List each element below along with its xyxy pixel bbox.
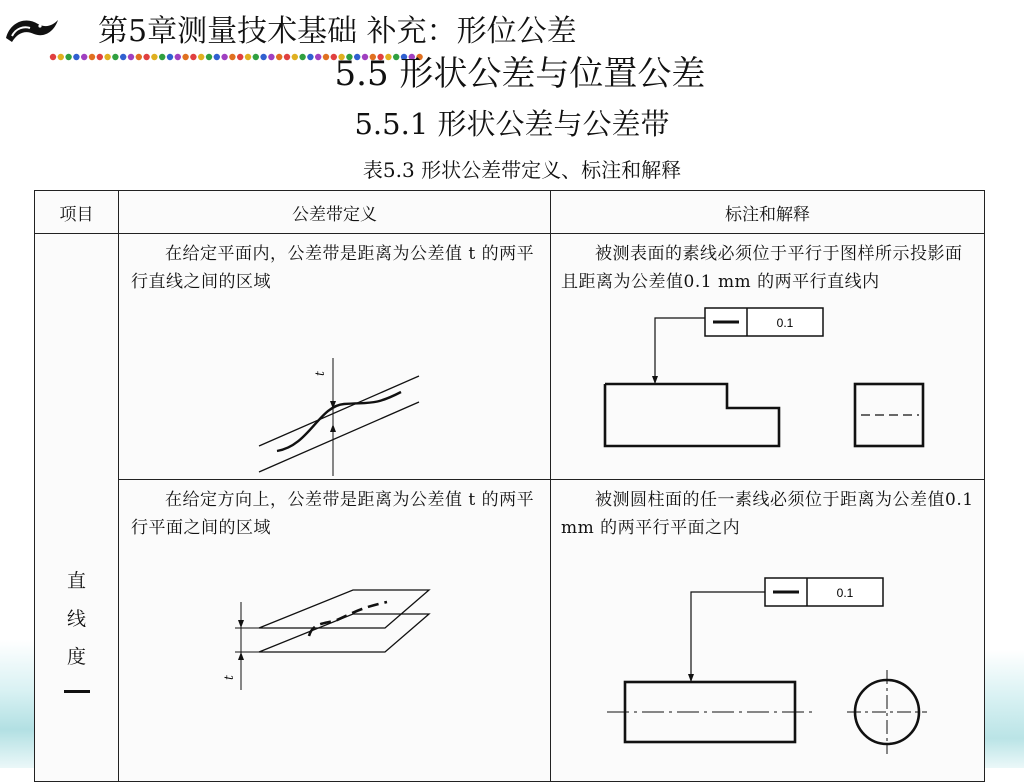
definition-text: 在给定平面内，公差带是距离为公差值 t 的两平行直线之间的区域	[131, 244, 535, 292]
tolerance-frame-value: 0.1	[836, 586, 854, 600]
bird-logo-icon	[0, 8, 62, 52]
header-definition: 公差带定义	[119, 191, 551, 234]
section-title: 5.5 形状公差与位置公差	[334, 54, 706, 94]
parallel-lines-zone-diagram	[119, 296, 549, 476]
annotation-text: 被测表面的素线必须位于平行于图样所示投影面且距离为公差值0.1 mm 的两平行直线内	[561, 244, 963, 292]
annotation-cell	[551, 234, 985, 480]
definition-cell	[119, 480, 551, 782]
annotation-text: 被测圆柱面的任一素线必须位于距离为公差值0.1 mm 的两平行平面之内	[561, 490, 974, 538]
item-char: 线	[66, 608, 86, 630]
item-char: 直	[66, 570, 86, 592]
item-char: 度	[66, 646, 86, 668]
subsection-title: 5.5.1 形状公差与公差带	[354, 107, 670, 141]
cylinder-straightness-callout-drawing	[551, 542, 985, 772]
tolerance-frame-value: 0.1	[776, 316, 794, 330]
header-annotation: 标注和解释	[551, 191, 985, 234]
parallel-planes-zone-diagram	[119, 542, 549, 772]
form-tolerance-table	[34, 190, 985, 782]
tolerance-t-label: t	[222, 675, 236, 680]
item-straightness	[35, 234, 119, 782]
table-row	[35, 480, 985, 782]
table-header-row	[35, 191, 985, 234]
table-row	[35, 234, 985, 480]
chapter-title: 第5章测量技术基础 补充：形位公差	[98, 14, 577, 49]
definition-cell	[119, 234, 551, 480]
straightness-symbol-icon	[64, 690, 90, 693]
annotation-cell	[551, 480, 985, 782]
header-item: 项目	[35, 191, 119, 234]
definition-text: 在给定方向上，公差带是距离为公差值 t 的两平行平面之间的区域	[131, 490, 535, 538]
tolerance-t-label: t	[313, 371, 327, 376]
table-caption: 表5.3 形状公差带定义、标注和解释	[362, 158, 682, 182]
straightness-callout-drawing	[551, 296, 985, 476]
